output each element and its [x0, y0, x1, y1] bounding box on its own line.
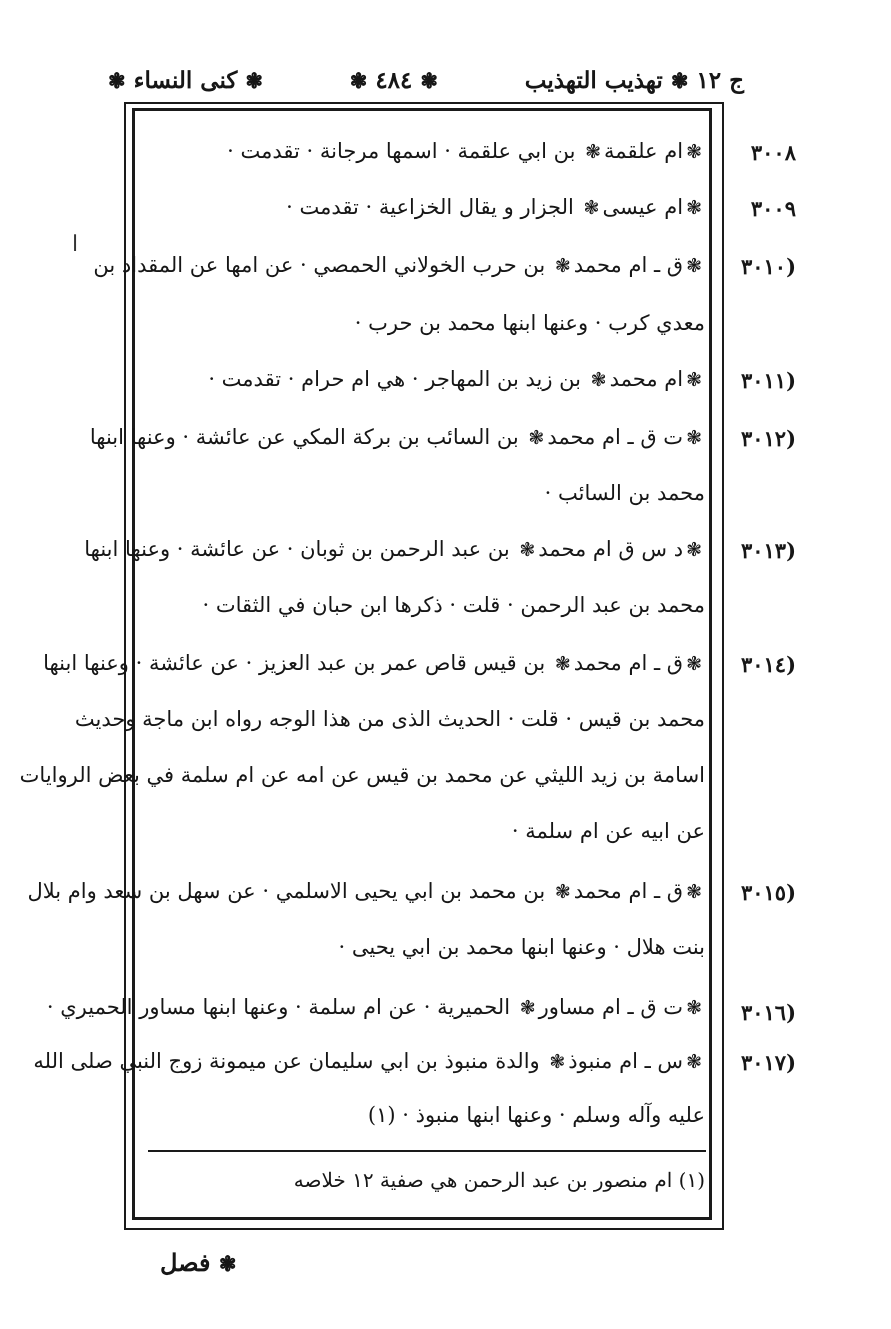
- entry-text: بن محمد بن ابي يحيى الاسلمي · عن سهل بن سعد وام بلال: [27, 879, 546, 903]
- header-page-number: ٤٨٤: [375, 66, 413, 94]
- ornament-icon: ❃: [686, 881, 702, 903]
- ornament-icon: ❃: [686, 255, 702, 277]
- entry-name: ق ـ ام محمد: [573, 879, 684, 903]
- entry-text: بن قيس قاص عمر بن عبد العزيز · عن عائشة · وعنها ابنها: [43, 651, 546, 675]
- entry-text: بن زيد بن المهاجر · هي ام حرام · تقدمت ·: [208, 367, 581, 391]
- entry-text: الحميرية · عن ام سلمة · وعنها ابنها مساور الحميري ·: [46, 995, 511, 1019]
- ornament-icon: ❃: [686, 997, 702, 1019]
- entry-number: (٣٠١٢: [740, 426, 796, 451]
- ornament-icon: ❃: [686, 427, 702, 449]
- header-section-segment: [108, 67, 263, 94]
- entry-line: [150, 136, 705, 166]
- header-section-title: كنى النساء: [133, 66, 238, 94]
- entry-continuation-line: عن ابيه عن ام سلمة ·: [511, 819, 705, 843]
- ornament-icon: ❃: [554, 255, 571, 277]
- entry-number: (٣٠١٧: [740, 1050, 796, 1075]
- ornament-icon: ❃: [528, 427, 545, 449]
- ornament-icon: ❃: [554, 881, 571, 903]
- entry-name: ام عيسى: [602, 195, 684, 219]
- entry-name: ق ـ ام محمد: [573, 651, 684, 675]
- entry-text: بن السائب بن بركة المكي عن عائشة · وعنها ابنها: [89, 425, 519, 449]
- entry-name: ت ق ـ ام محمد: [547, 425, 684, 449]
- entry-line: [27, 876, 705, 906]
- footnote: (١) ام منصور بن عبد الرحمن هي صفية ١٢ خلاصه: [293, 1168, 705, 1192]
- ornament-icon: ❃: [583, 197, 600, 219]
- entry-number: (٣٠١٣: [740, 538, 796, 563]
- ornament-icon: ❃: [549, 1051, 566, 1073]
- entry-continuation-line: محمد بن السائب ·: [544, 481, 705, 505]
- header-page-segment: [350, 67, 438, 94]
- ornament-icon: ❃: [585, 141, 602, 163]
- header-volume-segment: [525, 67, 744, 94]
- entry-continuation-line: معدي كرب · وعنها ابنها محمد بن حرب ·: [354, 311, 705, 335]
- ornament-icon: ❃: [108, 67, 126, 93]
- ornament-icon: ❃: [686, 539, 702, 561]
- entry-continuation-line: اسامة بن زيد الليثي عن محمد بن قيس عن امه عن ام سلمة في بعض الروايات: [19, 763, 705, 787]
- entry-name: ت ق ـ ام مساور: [538, 995, 684, 1019]
- entry-continuation-line: بنت هلال · وعنها ابنها محمد بن ابي يحيى ·: [338, 935, 705, 959]
- entry-line: [43, 648, 705, 678]
- ornament-icon: ❃: [519, 539, 536, 561]
- entry-line: [93, 250, 705, 280]
- ornament-icon: ❃: [686, 369, 702, 391]
- entry-line: [46, 992, 705, 1022]
- header-book-title: تهذيب التهذيب: [524, 66, 663, 94]
- entry-name: ام علقمة: [604, 139, 684, 163]
- entry-number: ٣٠٠٩: [750, 196, 796, 221]
- catchword-text: فصل: [160, 1248, 211, 1277]
- margin-mark: ا: [72, 232, 79, 257]
- entry-line: [84, 534, 705, 564]
- ornament-icon: ❃: [554, 653, 571, 675]
- entry-line: [150, 364, 705, 394]
- entry-number: ٣٠٠٨: [750, 140, 796, 165]
- entry-number: (٣٠١٠: [740, 254, 796, 279]
- entry-continuation-line: محمد بن قيس · قلت · الحديث الذى من هذا الوجه رواه ابن ماجة وحديث: [74, 707, 705, 731]
- entry-number: (٣٠١١: [740, 368, 796, 393]
- entry-name: س ـ ام منبوذ: [568, 1049, 684, 1073]
- entry-text: والدة منبوذ بن ابي سليمان عن ميمونة زوج النبي صلى الله: [33, 1049, 540, 1073]
- footnote-divider: [148, 1150, 706, 1152]
- ornament-icon: ❃: [349, 67, 368, 93]
- entry-text: بن عبد الرحمن بن ثوبان · عن عائشة · وعنها ابنها: [84, 537, 510, 561]
- entry-continuation-line: محمد بن عبد الرحمن · قلت · ذكرها ابن حبان في الثقات ·: [202, 593, 705, 617]
- catchword: [160, 1248, 236, 1277]
- entry-name: ام محمد: [609, 367, 684, 391]
- ornament-icon: ❃: [686, 1051, 702, 1073]
- entry-line: [89, 422, 705, 452]
- entry-number: (٣٠١٦: [740, 1000, 796, 1025]
- entry-number: (٣٠١٤: [740, 652, 796, 677]
- entry-number: (٣٠١٥: [740, 880, 796, 905]
- ornament-icon: ❃: [686, 197, 702, 219]
- entry-continuation-line: عليه وآله وسلم · وعنها ابنها منبوذ · (١): [367, 1103, 705, 1127]
- entry-text: الجزار و يقال الخزاعية · تقدمت ·: [286, 195, 574, 219]
- ornament-icon: ❃: [519, 997, 536, 1019]
- header-volume: ج ١٢: [696, 66, 744, 94]
- entry-text: بن حرب الخولاني الحمصي · عن امها عن المقداد بن: [93, 253, 546, 277]
- ornament-icon: ❃: [686, 141, 702, 163]
- running-header: [108, 62, 744, 98]
- entry-text: بن ابي علقمة · اسمها مرجانة · تقدمت ·: [227, 139, 576, 163]
- ornament-icon: ❃: [670, 67, 689, 93]
- entry-name: ق ـ ام محمد: [573, 253, 684, 277]
- ornament-icon: ❃: [245, 67, 263, 93]
- entry-line: [150, 192, 705, 222]
- entry-line: [33, 1046, 705, 1076]
- ornament-icon: ❃: [420, 67, 438, 93]
- entry-name: د س ق ام محمد: [538, 537, 684, 561]
- ornament-icon: ❃: [218, 1251, 237, 1276]
- ornament-icon: ❃: [590, 369, 607, 391]
- ornament-icon: ❃: [686, 653, 702, 675]
